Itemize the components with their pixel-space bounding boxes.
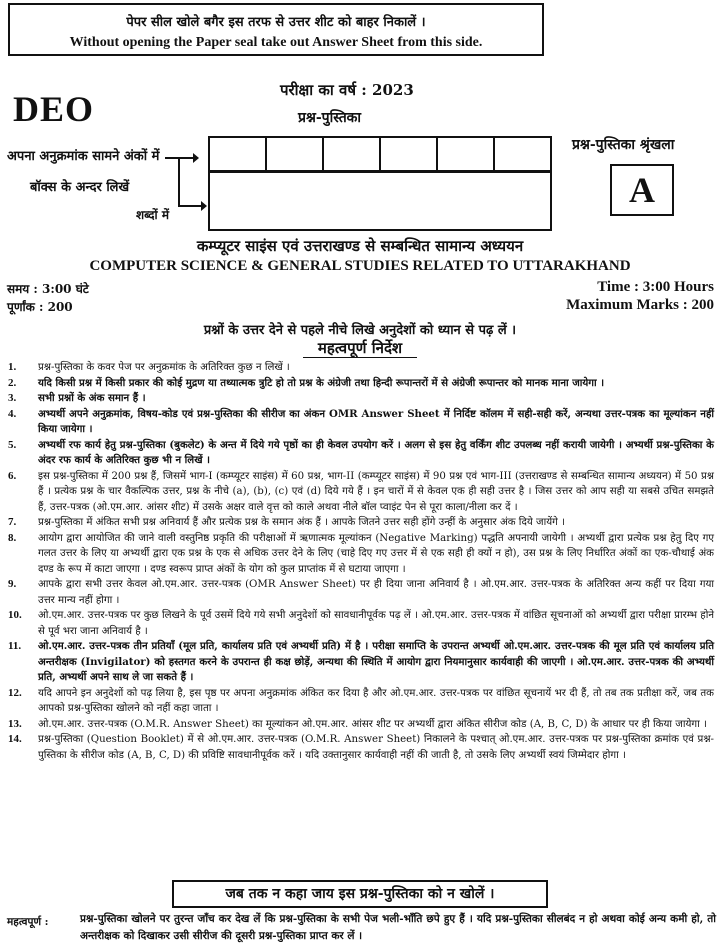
roll-number-digit-boxes[interactable]: [208, 136, 552, 172]
instruction-item: [8, 469, 714, 516]
max-marks-hindi: पूर्णांक : 200: [7, 300, 73, 314]
roll-digit-box[interactable]: [267, 138, 324, 170]
instruction-number: 13.: [8, 717, 22, 730]
instruction-item: [8, 407, 714, 438]
instruction-item: [8, 515, 714, 531]
roll-digit-box[interactable]: [495, 138, 550, 170]
seal-notice-box: [8, 3, 544, 56]
instruction-number: 2.: [8, 376, 17, 389]
instruction-text: अभ्यर्थी अपने अनुक्रमांक, विषय-कोड एवं प्रश्न-पुस्तिका की सीरीज का अंकन OMR Answer Sheet में निर्दिष्ट कॉलम में सही-सही करें, अन्यथा उत्तर-पत्रक का मूल्यांकन नहीं किया जायेगा ।: [38, 407, 714, 435]
instruction-number: 4.: [8, 407, 17, 420]
instruction-number: 6.: [8, 469, 17, 482]
instruction-number: 3.: [8, 392, 17, 404]
instruction-number: 5.: [8, 438, 17, 451]
do-not-open-notice: जब तक न कहा जाय इस प्रश्न-पुस्तिका को न खोलें ।: [172, 880, 548, 908]
instruction-text: प्रश्न-पुस्तिका के कवर पेज पर अनुक्रमांक के अतिरिक्त कुछ न लिखें ।: [38, 362, 290, 373]
roll-number-words-box[interactable]: [208, 171, 552, 231]
subject-title-english: COMPUTER SCIENCE & GENERAL STUDIES RELATED TO UTTARAKHAND: [89, 258, 631, 274]
instruction-text: इस प्रश्न-पुस्तिका में 200 प्रश्न हैं, जिसमें भाग-I (कम्प्यूटर साइंस) में 60 प्रश्न, भाग-II (कम्प्यूटर साइंस) में 90 प्रश्न एवं भाग-III (उत्तराखण्ड से सम्बन्धित सामान्य अध्ययन) में 50 प्रश्न हैं । प्रत्येक प्रश्न के चार वैकल्पिक उत्तर, प्रश्न के नीचे (a), (b), (c) एवं (d) दिये गये हैं । इन चारों में से केवल एक ही सही उत्तर है । जिस उत्तर को आप सही या सबसे उचित समझते हैं, उत्तर-पत्रक (ओ.एम.आर. आंसर शीट) में उसके अक्षर वाले वृत्त को काले अथवा नीले बॉल प्वाइंट पेन से पूरा काला/नीला कर दें ।: [38, 470, 714, 513]
time-english: Time : 3:00 Hours: [597, 279, 714, 295]
instruction-text: सभी प्रश्नों के अंक समान हैं ।: [38, 392, 146, 404]
roll-digit-box[interactable]: [438, 138, 495, 170]
important-label: महत्वपूर्ण :: [7, 916, 49, 928]
instruction-item: [8, 608, 714, 639]
instruction-number: 9.: [8, 578, 17, 590]
instruction-number: 12.: [8, 686, 22, 699]
booklet-series-label: प्रश्न-पुस्तिका श्रृंखला: [572, 137, 675, 153]
important-text: प्रश्न-पुस्तिका खोलने पर तुरन्त जाँच कर देख लें कि प्रश्न-पुस्तिका के सभी पेज भली-भाँति छपे हुए हैं । यदि प्रश्न-पुस्तिका सीलबंद न हो अथवा कोई अन्य कमी हो, तो अन्तरीक्षक को दिखाकर उसी सीरीज की दूसरी प्रश्न-पुस्तिका प्राप्त कर लें ।: [80, 913, 716, 942]
exam-year: परीक्षा का वर्ष : 2023: [280, 81, 414, 99]
instruction-text: ओ.एम.आर. उत्तर-पत्रक तीन प्रतियाँ (मूल प्रति, कार्यालय प्रति एवं अभ्यर्थी प्रति) में है । परीक्षा समाप्ति के उपरान्त अभ्यर्थी ओ.एम.आर. उत्तर-पत्रक की मूल प्रति एवं कार्यालय प्रति अन्तरीक्षक (Invigilator) को हस्तगत करने के उपरान्त ही कक्ष छोड़ें, अन्यथा की स्थिति में आयोग द्वारा नियमानुसार कार्यवाही की जाएगी । ओ.एम.आर. उत्तर-पत्रक की अभ्यर्थी प्रति, अभ्यर्थी अपने साथ ले जा सकते हैं ।: [38, 640, 714, 683]
instruction-item: [8, 438, 714, 469]
instruction-item: [8, 376, 714, 392]
heading-underline: [303, 357, 417, 358]
instruction-text: आयोग द्वारा आयोजित की जाने वाली वस्तुनिष्ठ प्रकृति की परीक्षाओं में ऋणात्मक मूल्यांकन (Negative Marking) पद्धति अपनायी जायेगी । अभ्यर्थी द्वारा प्रत्येक प्रश्न हेतु दिए गए गलत उत्तर के लिए या अभ्यर्थी द्वारा एक प्रश्न के एक से अधिक उत्तर देने के लिए (चाहे दिए गए उत्तर में से एक सही ही क्यों न हो), उस प्रश्न के लिए निर्धारित अंकों का एक-चौथाई अंक दण्ड के रूप में काटा जाएगा । दण्ड स्वरूप प्राप्त अंकों के योग को कुल प्राप्तांक में से घटाया जाएगा ।: [38, 532, 714, 575]
instruction-item: [8, 391, 714, 407]
roll-words-label: शब्दों में: [136, 208, 169, 222]
time-hindi: समय : 3:00 घंटे: [7, 282, 89, 296]
max-marks-english: Maximum Marks : 200: [566, 297, 714, 313]
booklet-series-value: A: [610, 164, 674, 216]
instruction-item: [8, 639, 714, 686]
instruction-text: ओ.एम.आर. उत्तर-पत्रक पर कुछ लिखने के पूर्व उसमें दिये गये सभी अनुदेशों को सावधानीपूर्वक पढ़ लें । ओ.एम.आर. उत्तर-पत्रक में वांछित सूचनाओं को अभ्यर्थी द्वारा परीक्षा प्रारम्भ होने से पूर्व भरा जाना अनिवार्य है ।: [38, 610, 714, 637]
roll-digit-box[interactable]: [381, 138, 438, 170]
instruction-number: 8.: [8, 531, 17, 544]
roll-digit-box[interactable]: [210, 138, 267, 170]
subject-title-hindi: कम्प्यूटर साइंस एवं उत्तराखण्ड से सम्बन्धित सामान्य अध्ययन: [196, 237, 524, 255]
instruction-number: 7.: [8, 516, 17, 528]
instruction-number: 11.: [8, 640, 22, 652]
instruction-item: [8, 360, 714, 376]
instruction-number: 10.: [8, 609, 22, 621]
bracket-arrow-icon: [163, 150, 207, 212]
roll-digit-box[interactable]: [324, 138, 381, 170]
instruction-text: यदि आपने इन अनुदेशों को पढ़ लिया है, इस पृष्ठ पर अपना अनुक्रमांक अंकित कर दिया है और ओ.एम.आर. उत्तर-पत्रक पर वांछित सूचनायें भर दी हैं, तो तब तक प्रतीक्षा करें, जब तक आपको प्रश्न-पुस्तिका खोलने को नहीं कहा जाता ।: [38, 687, 714, 714]
instruction-number: 14.: [8, 733, 22, 745]
roll-number-label-line2: बॉक्स के अन्दर लिखें: [30, 180, 130, 195]
instruction-text: आपके द्वारा सभी उत्तर केवल ओ.एम.आर. उत्तर-पत्रक (OMR Answer Sheet) पर ही दिया जाना अनिवार्य है । ओ.एम.आर. उत्तर-पत्रक के अतिरिक्त अन्य कहीं पर दिया गया उत्तर मान्य नहीं होगा ।: [38, 579, 714, 606]
instruction-item: [8, 717, 714, 733]
instructions-heading: महत्वपूर्ण निर्देश: [317, 339, 403, 357]
instruction-number: 1.: [8, 361, 17, 373]
seal-notice-english: Without opening the Paper seal take out Answer Sheet from this side.: [69, 35, 483, 50]
instruction-text: ओ.एम.आर. उत्तर-पत्रक (O.M.R. Answer Sheet) का मूल्यांकन ओ.एम.आर. आंसर शीट पर अभ्यर्थी द्वारा अंकित सीरीज कोड (A, B, C, D) के आधार पर ही किया जायेगा ।: [38, 718, 707, 730]
instruction-text: प्रश्न-पुस्तिका (Question Booklet) में से ओ.एम.आर. उत्तर-पत्रक (O.M.R. Answer Sheet) निकालने के पश्चात् ओ.एम.आर. उत्तर-पत्रक पर प्रश्न-पुस्तिका क्रमांक एवं प्रश्न-पुस्तिका के सीरीज कोड (A, B, C, D) की प्रविष्टि सावधानीपूर्वक करें । यदि उक्तानुसार कार्यवाही नहीं की जाती है, तो उसके लिए अभ्यर्थी स्वयं जिम्मेदार होगा ।: [38, 734, 714, 761]
instruction-item: [8, 531, 714, 578]
read-instructions-note: प्रश्नों के उत्तर देने से पहले नीचे लिखे अनुदेशों को ध्यान से पढ़ लें ।: [203, 323, 517, 338]
booklet-title: प्रश्न-पुस्तिका: [298, 110, 362, 126]
instructions-list: [8, 360, 714, 763]
instruction-text: यदि किसी प्रश्न में किसी प्रकार की कोई मुद्रण या तथ्यात्मक त्रुटि हो तो प्रश्न के अंग्रेजी तथा हिन्दी रूपान्तरों में से अंग्रेजी रूपान्तर को मानक माना जायेगा ।: [38, 376, 605, 389]
instruction-text: अभ्यर्थी रफ कार्य हेतु प्रश्न-पुस्तिका (बुकलेट) के अन्त में दिये गये पृष्ठों का ही केवल उपयोग करें । अलग से इस हेतु वर्किंग शीट उपलब्ध नहीं करायी जायेगी । अभ्यर्थी प्रश्न-पुस्तिका के अंदर रफ कार्य के अतिरिक्त कुछ भी न लिखें ।: [38, 438, 714, 466]
seal-notice-hindi: पेपर सील खोले बगैर इस तरफ से उत्तर शीट को बाहर निकालें ।: [126, 15, 426, 30]
instruction-item: [8, 577, 714, 608]
roll-number-label-line1: अपना अनुक्रमांक सामने अंकों में: [7, 149, 160, 164]
exam-code: DEO: [13, 89, 95, 129]
instruction-item: [8, 686, 714, 717]
instruction-item: [8, 732, 714, 763]
instruction-text: प्रश्न-पुस्तिका में अंकित सभी प्रश्न अनिवार्य हैं और प्रत्येक प्रश्न के समान अंक हैं । आपके जितने उत्तर सही होंगे उन्हीं के अनुसार अंक दिये जायेंगे ।: [38, 517, 565, 528]
